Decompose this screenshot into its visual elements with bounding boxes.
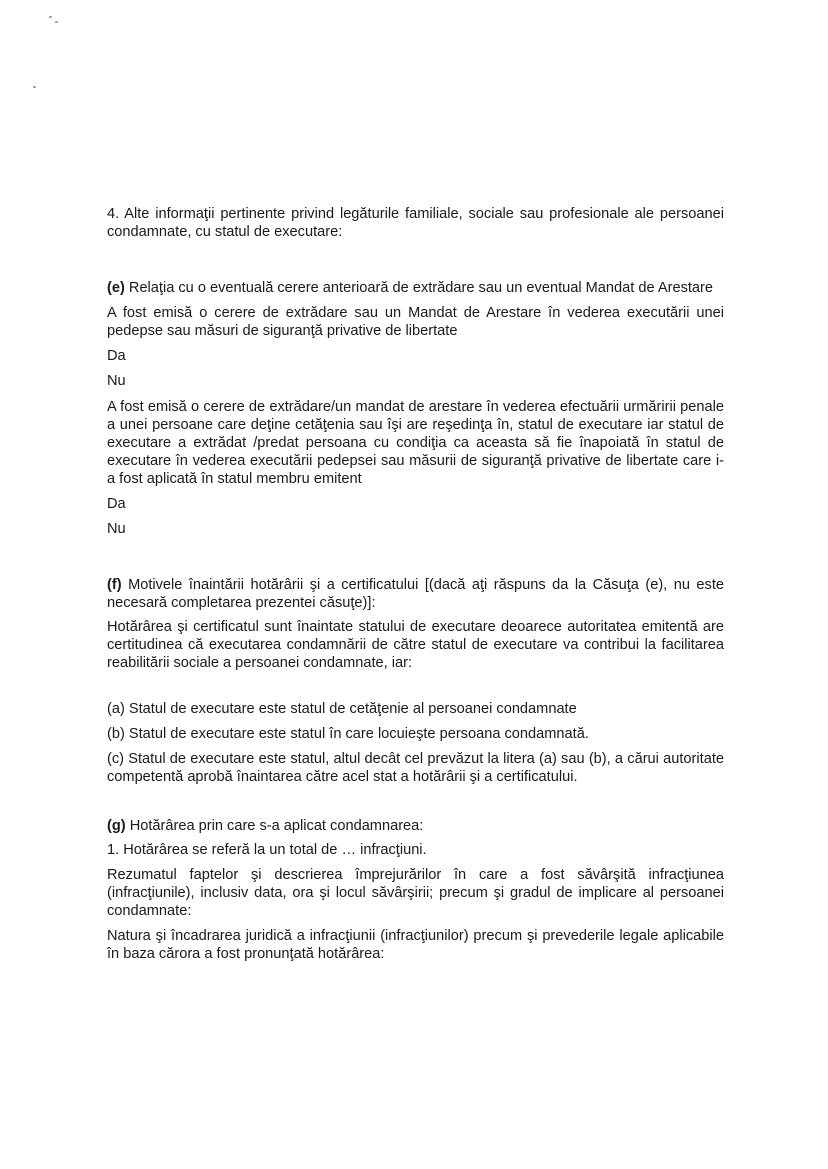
scan-speck bbox=[33, 86, 36, 88]
section-f-intro: Hotărârea şi certificatul sunt înaintate statului de executare deoarece autoritatea emitentă are certitudinea că executarea condamnării de către statul de executare va contribui la facilitarea reabilitării sociale a persoanei condamnate, iar: bbox=[107, 619, 724, 671]
section-f-heading bbox=[107, 576, 724, 612]
section-g-legal: Natura şi încadrarea juridică a infracţiunii (infracţiunilor) precum şi prevederile legale aplicabile în baza cărora a fost pronunţată hotărârea: bbox=[107, 928, 724, 962]
section-g-title: Hotărârea prin care s-a aplicat condamnarea: bbox=[125, 818, 424, 834]
section-f-label: (f) bbox=[107, 577, 122, 593]
section-f-title: Motivele înaintării hotărârii şi a certificatului [(dacă aţi răspuns da la Căsuţa (e), nu este necesară completarea prezentei căsuţe)]: bbox=[107, 577, 724, 611]
section-e-label: (e) bbox=[107, 280, 125, 296]
section-g-item-1: 1. Hotărârea se referă la un total de … infracţiuni. bbox=[107, 842, 427, 858]
section-e-question-2: A fost emisă o cerere de extrădare/un mandat de arestare în vederea efectuării urmăririi penale a unei persoane care deţine cetăţenia sau îşi are reşedinţa în, statul de executare iar statul de executare a extrădat /predat persoana cu condiţia ca aceasta să fie înapoiată în statul de executare în vederea executării pedepsei sau măsurii de siguranţă privative de libertate care i-a fost aplicată în statul membru emitent bbox=[107, 399, 724, 487]
scan-speck bbox=[49, 16, 52, 18]
section-f-option-a: (a) Statul de executare este statul de cetăţenie al persoanei condamnate bbox=[107, 701, 577, 717]
scan-speck bbox=[55, 21, 58, 23]
section-4-text: 4. Alte informaţii pertinente privind legăturile familiale, sociale sau profesionale ale persoanei condamnate, cu statul de executare: bbox=[107, 206, 724, 240]
section-e-q1-no: Nu bbox=[107, 373, 126, 389]
section-g-label: (g) bbox=[107, 818, 126, 834]
section-e-question-1: A fost emisă o cerere de extrădare sau un Mandat de Arestare în vederea executării unei pedepse sau măsuri de siguranţă privative de libertate bbox=[107, 305, 724, 339]
section-f-option-c: (c) Statul de executare este statul, altul decât cel prevăzut la litera (a) sau (b), a cărui autoritate competentă aprobă înaintarea către acel stat a hotărârii şi a certificatului. bbox=[107, 751, 724, 785]
section-f-option-b: (b) Statul de executare este statul în care locuieşte persoana condamnată. bbox=[107, 726, 589, 742]
document-body bbox=[107, 205, 724, 963]
section-e-q2-yes: Da bbox=[107, 496, 126, 512]
section-g-summary: Rezumatul faptelor şi descrierea împrejurărilor în care a fost săvârşită infracţiunea (infracţiunile), inclusiv data, ora şi locul săvârşirii; precum şi gradul de implicare al persoanei condamnate: bbox=[107, 867, 724, 919]
section-e-heading bbox=[107, 279, 724, 297]
section-e-q1-yes: Da bbox=[107, 348, 126, 364]
section-e-title: Relaţia cu o eventuală cerere anterioară de extrădare sau un eventual Mandat de Arestare bbox=[124, 280, 714, 296]
section-g-heading bbox=[107, 817, 724, 835]
section-e-q2-no: Nu bbox=[107, 521, 126, 537]
